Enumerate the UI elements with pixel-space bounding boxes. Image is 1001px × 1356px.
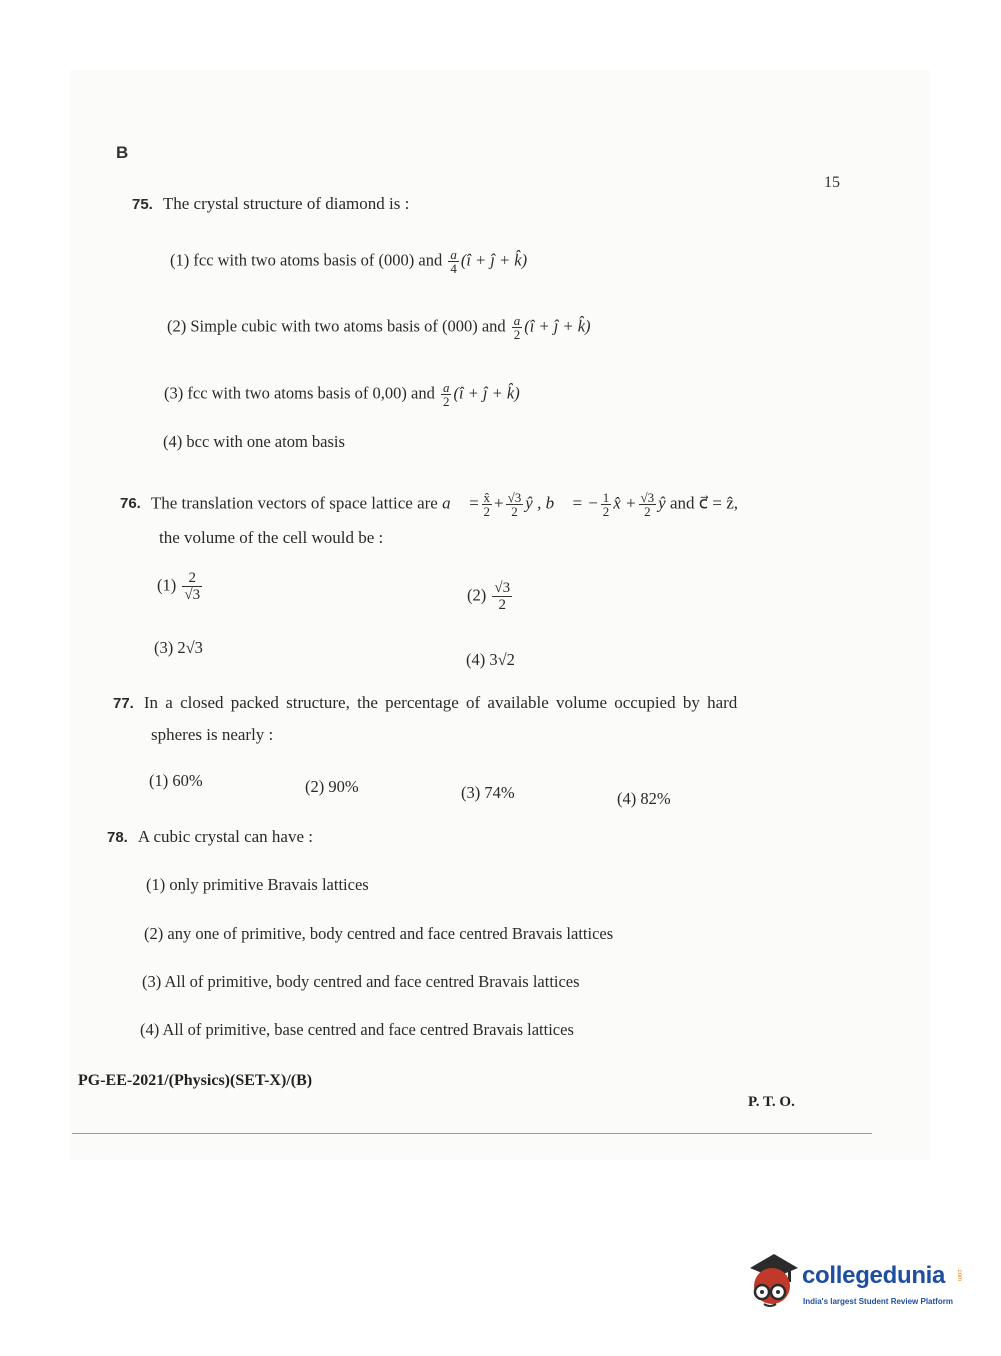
page-number: 15 bbox=[824, 174, 840, 191]
fraction: $\frac{√3}{2}$ bbox=[507, 490, 522, 519]
vector-expression: (î + ĵ + k̂) bbox=[524, 316, 591, 336]
option-label: (1) bbox=[149, 771, 169, 790]
question-76: 76. The translation vectors of space lattice are a⃗ = $\frac{x̂}{2}$ + $\frac{√3}{2}$ ŷ , b⃗ = − $\frac{1}{2}$ x̂ + $\frac{√3}{2}$ ŷ and c⃗ = ẑ, bbox=[120, 490, 738, 519]
option-label: (4) bbox=[140, 1020, 160, 1039]
option-label: (2) bbox=[467, 585, 487, 605]
scanned-page bbox=[70, 70, 930, 1160]
option-label: (4) bbox=[617, 789, 637, 808]
fraction: $\frac{2}{√3}$ bbox=[184, 570, 201, 603]
option-78-3 bbox=[142, 971, 580, 993]
option-text: only primitive Bravais lattices bbox=[169, 875, 369, 894]
option-label: (2) bbox=[144, 924, 164, 943]
vector-a: a⃗ = bbox=[442, 493, 480, 513]
option-label: (3) bbox=[461, 783, 481, 802]
brand-tagline: India's largest Student Review Platform bbox=[803, 1297, 953, 1306]
option-76-3 bbox=[154, 637, 203, 659]
question-number: 78. bbox=[107, 829, 128, 846]
option-label: (3) bbox=[154, 638, 174, 657]
mascot-icon bbox=[744, 1250, 802, 1314]
fraction: $\frac{a}{4}$ bbox=[450, 247, 457, 276]
question-77 bbox=[113, 692, 737, 715]
option-76-1 bbox=[157, 570, 204, 603]
option-label: (1) bbox=[157, 575, 177, 595]
option-text: 74% bbox=[484, 783, 515, 802]
option-text: 82% bbox=[640, 789, 671, 808]
option-label: (3) bbox=[164, 383, 184, 403]
brand-suffix: .com bbox=[956, 1268, 962, 1282]
question-number: 75. bbox=[132, 196, 153, 213]
option-76-2 bbox=[467, 580, 514, 613]
option-text: 60% bbox=[172, 771, 203, 790]
fraction: $\frac{1}{2}$ bbox=[602, 490, 610, 519]
page-bottom-rule bbox=[72, 1133, 872, 1134]
fraction: $\frac{a}{2}$ bbox=[513, 313, 521, 342]
question-78 bbox=[107, 826, 313, 849]
option-label: (1) bbox=[146, 875, 166, 894]
option-75-1 bbox=[170, 248, 527, 275]
option-text: bcc with one atom basis bbox=[186, 432, 345, 451]
question-77-line2: spheres is nearly : bbox=[151, 725, 274, 744]
option-text: 3√2 bbox=[489, 650, 515, 669]
vector-expression: (î + ĵ + k̂) bbox=[460, 250, 528, 270]
option-75-4 bbox=[163, 431, 345, 453]
option-77-1 bbox=[149, 770, 203, 792]
collegedunia-logo bbox=[744, 1250, 974, 1320]
option-77-2 bbox=[305, 776, 359, 798]
option-text: Simple cubic with two atoms basis of (000) and bbox=[190, 316, 506, 336]
question-text: In a closed packed structure, the percentage of available volume occupied by hard bbox=[143, 693, 738, 712]
option-text: any one of primitive, body centred and face centred Bravais lattices bbox=[167, 924, 614, 943]
fraction: $\frac{a}{2}$ bbox=[442, 380, 450, 409]
option-76-4 bbox=[466, 649, 515, 671]
fraction: $\frac{√3}{2}$ bbox=[640, 490, 655, 519]
question-text: The translation vectors of space lattice are bbox=[150, 493, 438, 513]
vector-c: and c⃗ = ẑ, bbox=[669, 493, 738, 513]
option-75-3 bbox=[164, 381, 520, 408]
option-75-2 bbox=[167, 314, 591, 341]
option-label: (4) bbox=[163, 432, 183, 451]
option-text: 90% bbox=[328, 777, 359, 796]
set-letter: B bbox=[116, 143, 129, 162]
option-77-3 bbox=[461, 782, 515, 804]
question-76-line2: the volume of the cell would be : bbox=[159, 528, 384, 547]
option-text: All of primitive, body centred and face centred Bravais lattices bbox=[164, 972, 580, 991]
option-label: (2) bbox=[305, 777, 325, 796]
fraction: $\frac{√3}{2}$ bbox=[494, 580, 511, 613]
option-label: (3) bbox=[142, 972, 162, 991]
option-label: (4) bbox=[466, 650, 486, 669]
option-text: fcc with two atoms basis of (000) and bbox=[193, 250, 443, 270]
question-number: 77. bbox=[113, 695, 134, 712]
option-text: All of primitive, base centred and face centred Bravais lattices bbox=[162, 1020, 574, 1039]
question-text: The crystal structure of diamond is : bbox=[162, 194, 410, 213]
option-78-1 bbox=[146, 874, 369, 896]
fraction: $\frac{x̂}{2}$ bbox=[483, 490, 491, 519]
question-text: A cubic crystal can have : bbox=[137, 827, 313, 846]
vector-expression: (î + ĵ + k̂) bbox=[453, 383, 520, 403]
option-78-4 bbox=[140, 1019, 574, 1041]
question-75 bbox=[132, 193, 409, 216]
option-label: (1) bbox=[170, 250, 190, 270]
brand-name: collegedunia bbox=[802, 1262, 946, 1289]
pto-label: P. T. O. bbox=[748, 1094, 795, 1110]
vector-b: b⃗ = − bbox=[545, 493, 599, 513]
paper-code: PG-EE-2021/(Physics)(SET-X)/(B) bbox=[78, 1072, 313, 1089]
option-78-2 bbox=[144, 923, 613, 945]
option-label: (2) bbox=[167, 316, 187, 336]
option-text: 2√3 bbox=[177, 638, 203, 657]
question-number: 76. bbox=[120, 495, 141, 513]
option-text: fcc with two atoms basis of 0,00) and bbox=[187, 383, 435, 403]
option-77-4 bbox=[617, 788, 671, 810]
